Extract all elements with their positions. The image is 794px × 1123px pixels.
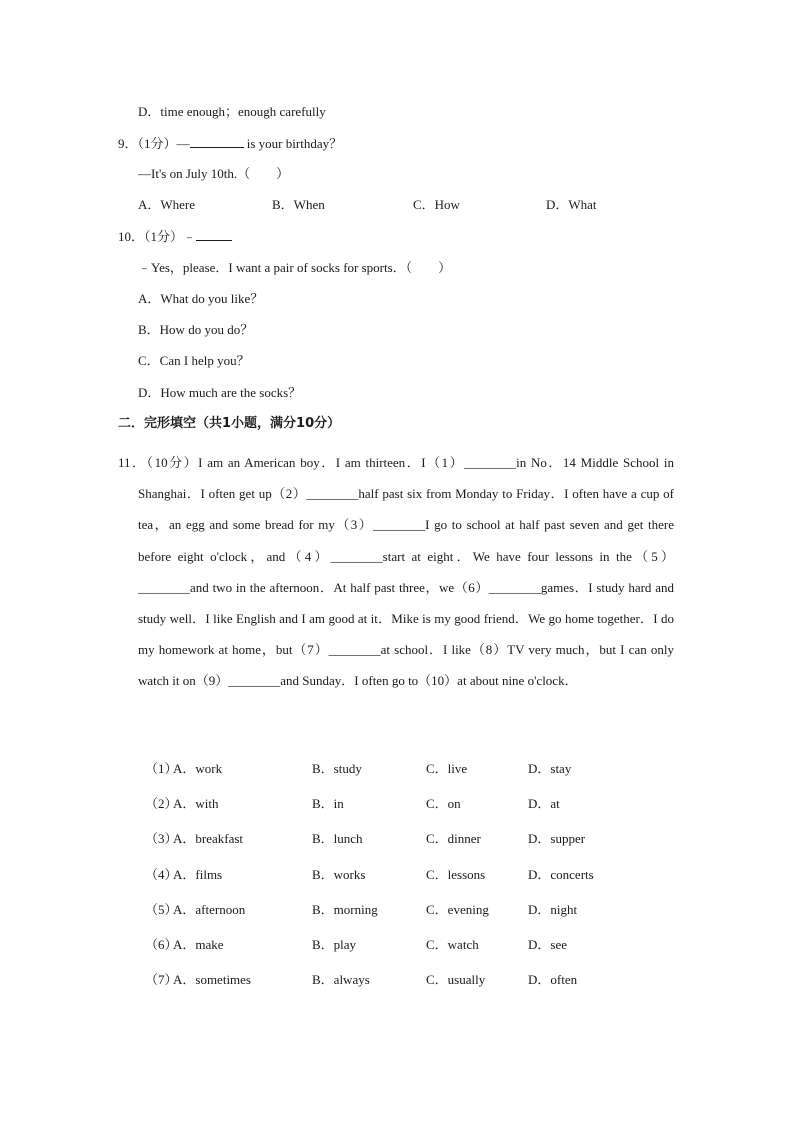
q11-option-b[interactable]: B．morning [312, 902, 378, 917]
q9-option-b[interactable]: B．When [272, 197, 325, 212]
q10-answer-line: ﹣Yes，please．I want a pair of socks for sports．（ ） [138, 260, 452, 275]
q9-stem-suffix: is your birthday？ [243, 136, 343, 151]
q11-passage [118, 447, 674, 697]
q11-row-num: （2） [145, 796, 178, 811]
q9-option-a[interactable]: A．Where [138, 197, 196, 212]
q11-option-c[interactable]: C．live [426, 761, 468, 776]
q11-option-b[interactable]: B．in [312, 796, 344, 811]
q11-option-d[interactable]: D．see [528, 937, 567, 952]
q11-option-b[interactable]: B．play [312, 937, 357, 952]
q11-option-c[interactable]: C．usually [426, 972, 486, 987]
q9-option-c[interactable]: C．How [413, 197, 460, 212]
q11-option-d[interactable]: D．night [528, 902, 578, 917]
q11-option-c[interactable]: C．lessons [426, 867, 486, 882]
q11-passage-text: 11．（10分）I am an American boy．I am thirteen．I（1）________in No．14 Middle School in Shanghai．I often get up（2）________half past six from Monday to Friday．I often have a cup of tea，an egg and some bread for my（3）________I go to school at half past seven and get there before eight o'clock，and（4）________start at eight．We have four lessons in the（5）________and two in the afternoon．At half past three，we（6）________games．I study hard and study well．I like English and I am good at it．Mike is my good friend．We go home together．I do my homework at home，but（7）________at school．I like（8）TV very much，but I can only watch it on（9）________and Sunday．I often go to（10）at about nine o'clock． [118, 455, 674, 689]
q11-option-c[interactable]: C．on [426, 796, 461, 811]
q10-blank [196, 228, 232, 241]
q10-option-b[interactable]: B．How do you do？ [138, 322, 254, 337]
q11-option-c[interactable]: C．dinner [426, 831, 481, 846]
q11-option-b[interactable]: B．lunch [312, 831, 363, 846]
q11-option-a[interactable]: A．work [173, 761, 223, 776]
q11-option-a[interactable]: A．afternoon [173, 902, 246, 917]
q11-option-d[interactable]: D．at [528, 796, 560, 811]
q10-option-a[interactable]: A．What do you like？ [138, 291, 264, 306]
q11-option-d[interactable]: D．stay [528, 761, 572, 776]
q10-stem-text: 10．（1分）﹣ [118, 229, 197, 244]
q11-option-a[interactable]: A．with [173, 796, 219, 811]
q11-row-num: （1） [145, 761, 178, 776]
q11-option-d[interactable]: D．concerts [528, 867, 594, 882]
q11-option-a[interactable]: A．sometimes [173, 972, 251, 987]
q11-option-d[interactable]: D．supper [528, 831, 586, 846]
q11-option-a[interactable]: A．make [173, 937, 224, 952]
q9-stem-prefix: 9．（1分）— [118, 136, 190, 151]
q11-row-num: （3） [145, 831, 178, 846]
q11-option-b[interactable]: B．works [312, 867, 366, 882]
q11-option-d[interactable]: D．often [528, 972, 578, 987]
q10-option-c[interactable]: C．Can I help you？ [138, 353, 250, 368]
section-heading: 二．完形填空（共1小题，满分10分） [118, 416, 341, 431]
q9-stem [118, 135, 342, 152]
q11-option-b[interactable]: B．study [312, 761, 362, 776]
q10-option-d[interactable]: D．How much are the socks？ [138, 385, 302, 400]
q9-blank [190, 135, 244, 148]
q11-row-num: （5） [145, 902, 178, 917]
q11-option-c[interactable]: C．watch [426, 937, 479, 952]
q8-option-d: D．time enough；enough carefully [138, 104, 326, 119]
q11-option-a[interactable]: A．films [173, 867, 223, 882]
q11-option-c[interactable]: C．evening [426, 902, 489, 917]
q10-stem [118, 228, 232, 245]
q9-option-d[interactable]: D．What [546, 197, 597, 212]
q9-answer-line: —It's on July 10th.（ ） [138, 166, 290, 181]
q11-row-num: （6） [145, 937, 178, 952]
q11-row-num: （4） [145, 867, 178, 882]
q11-option-a[interactable]: A．breakfast [173, 831, 244, 846]
q11-row-num: （7） [145, 972, 178, 987]
q11-option-b[interactable]: B．always [312, 972, 370, 987]
